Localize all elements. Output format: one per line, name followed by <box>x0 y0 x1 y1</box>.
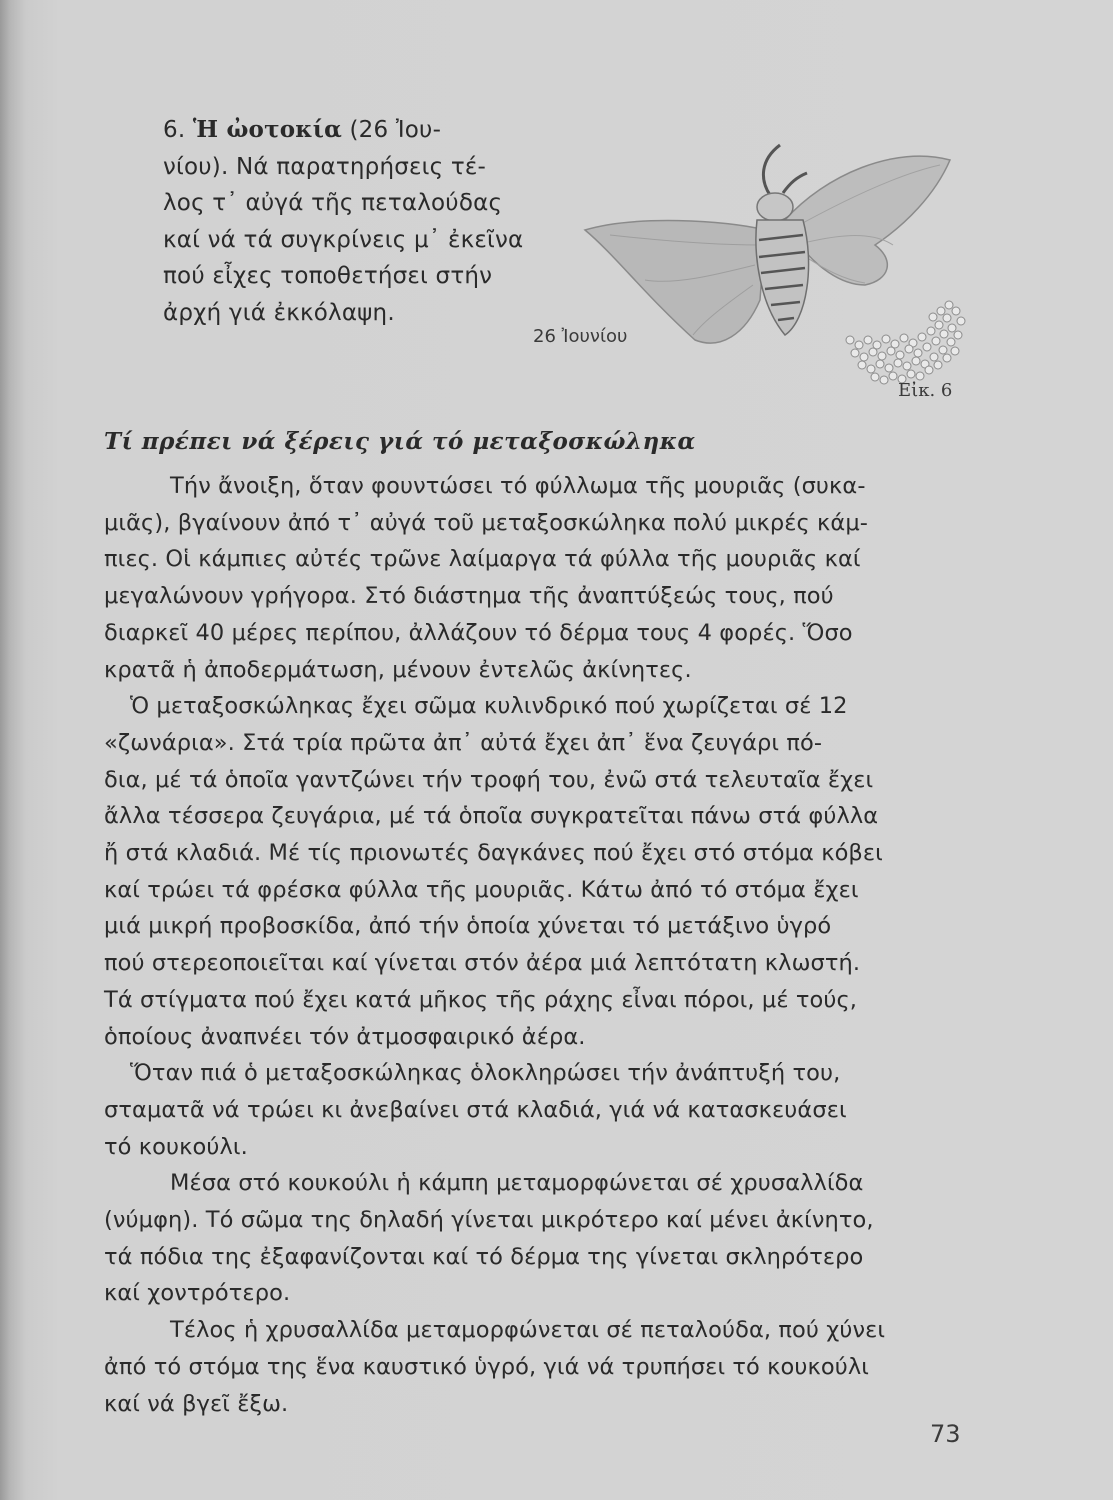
section-intro-line: ἀρχή γιά ἐκκόλαψη. <box>163 299 395 326</box>
moth-eggs <box>846 301 965 384</box>
body-line: «ζωνάρια». Στά τρία πρῶτα ἀπ᾽ αὐτά ἔχει ἀπ᾽ ἕνα ζευγάρι πό- <box>104 729 823 756</box>
section-title: Ἡ ὠοτοκία <box>192 116 342 143</box>
body-line: ἀπό τό στόμα της ἕνα καυστικό ὑγρό, γιά νά τρυπήσει τό κουκούλι <box>104 1353 869 1380</box>
section-intro-line <box>163 112 503 149</box>
section-intro <box>163 112 524 331</box>
body-line: Τέλος ἡ χρυσαλλίδα μεταμορφώνεται σέ πεταλούδα, πού χύνει <box>170 1317 886 1344</box>
page-number: 73 <box>930 1420 961 1448</box>
body-line: (νύμφη). Τό σῶμα της δηλαδή γίνεται μικρότερο καί μένει ἀκίνητο, <box>104 1207 874 1234</box>
body-line: διαρκεῖ 40 μέρες περίπου, ἀλλάζουν τό δέρμα τους 4 φορές. Ὅσο <box>104 619 853 646</box>
body-line: δια, μέ τά ὁποῖα γαντζώνει τήν τροφή του, ἐνῶ στά τελευταῖα ἔχει <box>104 766 874 793</box>
body-line: καί τρώει τά φρέσκα φύλλα τῆς μουριᾶς. Κάτω ἀπό τό στόμα ἔχει <box>104 876 859 903</box>
body-line: πού στερεοποιεῖται καί γίνεται στόν ἀέρα μιά λεπτότατη κλωστή. <box>104 950 861 977</box>
body-line: πιες. Οἱ κάμπιες αὐτές τρῶνε λαίμαργα τά φύλλα τῆς μουριᾶς καί <box>104 546 861 573</box>
section-intro-line: λος τ᾽ αὐγά τῆς πεταλούδας <box>163 190 503 216</box>
figure-date-label: 26 Ἰουνίου <box>533 326 628 347</box>
body-line: ἤ στά κλαδιά. Μέ τίς πριονωτές δαγκάνες πού ἔχει στό στόμα κόβει <box>104 840 883 867</box>
body-line: κρατᾶ ἡ ἀποδερμάτωση, μένουν ἐντελῶς ἀκίνητες. <box>104 656 692 683</box>
moth-right-wing <box>785 156 950 285</box>
section-number: 6. <box>163 117 186 143</box>
body-line: καί χοντρότερο. <box>104 1280 291 1307</box>
body-line: ἄλλα τέσσερα ζευγάρια, μέ τά ὁποῖα συγκρατεῖται πάνω στά φύλλα <box>104 803 879 830</box>
body-line: καί νά βγεῖ ἔξω. <box>104 1390 289 1417</box>
section-intro-line: πού εἶχες τοποθετήσει στήν <box>163 263 493 289</box>
moth-left-wing <box>585 221 765 344</box>
body-line: μιᾶς), βγαίνουν ἀπό τ᾽ αὐγά τοῦ μεταξοσκώληκα πολύ μικρές κάμ- <box>104 509 868 536</box>
section-date-part: (26 Ἰου- <box>349 117 442 143</box>
figure-caption: Εἰκ. 6 <box>898 380 953 401</box>
silkmoth-illustration <box>575 135 970 395</box>
body-line: τά πόδια της ἐξαφανίζονται καί τό δέρμα της γίνεται σκληρότερο <box>104 1243 864 1270</box>
body-line: Ὁ μεταξοσκώληκας ἔχει σῶμα κυλινδρικό πού χωρίζεται σέ 12 <box>130 693 848 720</box>
moth-antenna <box>763 145 780 195</box>
section-heading: Τί πρέπει νά ξέρεις γιά τό μεταξοσκώληκα <box>104 428 696 455</box>
body-line: μεγαλώνουν γρήγορα. Στό διάστημα τῆς ἀναπτύξεώς τους, πού <box>104 583 834 610</box>
moth-antenna <box>783 173 807 193</box>
body-line: Ὅταν πιά ὁ μεταξοσκώληκας ὁλοκληρώσει τήν ἀνάπτυξή του, <box>130 1060 841 1087</box>
section-intro-line: νίου). Νά παρατηρήσεις τέ- <box>163 153 487 180</box>
body-line: Τά στίγματα πού ἔχει κατά μῆκος τῆς ράχης εἶναι πόροι, μέ τούς, <box>104 986 858 1013</box>
body-line: μιά μικρή προβοσκίδα, ἀπό τήν ὁποία χύνεται τό μετάξινο ὑγρό <box>104 913 832 940</box>
moth-head <box>757 193 793 221</box>
body-line: τό κουκούλι. <box>104 1133 248 1160</box>
section-intro-line: καί νά τά συγκρίνεις μ᾽ ἐκεῖνα <box>163 226 524 253</box>
body-line: ὁποίους ἀναπνέει τόν ἀτμοσφαιρικό ἀέρα. <box>104 1023 586 1050</box>
body-line: Μέσα στό κουκούλι ἡ κάμπη μεταμορφώνεται σέ χρυσαλλίδα <box>170 1170 864 1197</box>
body-line: σταματᾶ νά τρώει κι ἀνεβαίνει στά κλαδιά, γιά νά κατασκευάσει <box>104 1096 847 1123</box>
body-line: Τήν ἄνοιξη, ὅταν φουντώσει τό φύλλωμα τῆς μουριᾶς (συκα- <box>170 473 866 499</box>
body-text <box>104 468 966 1422</box>
